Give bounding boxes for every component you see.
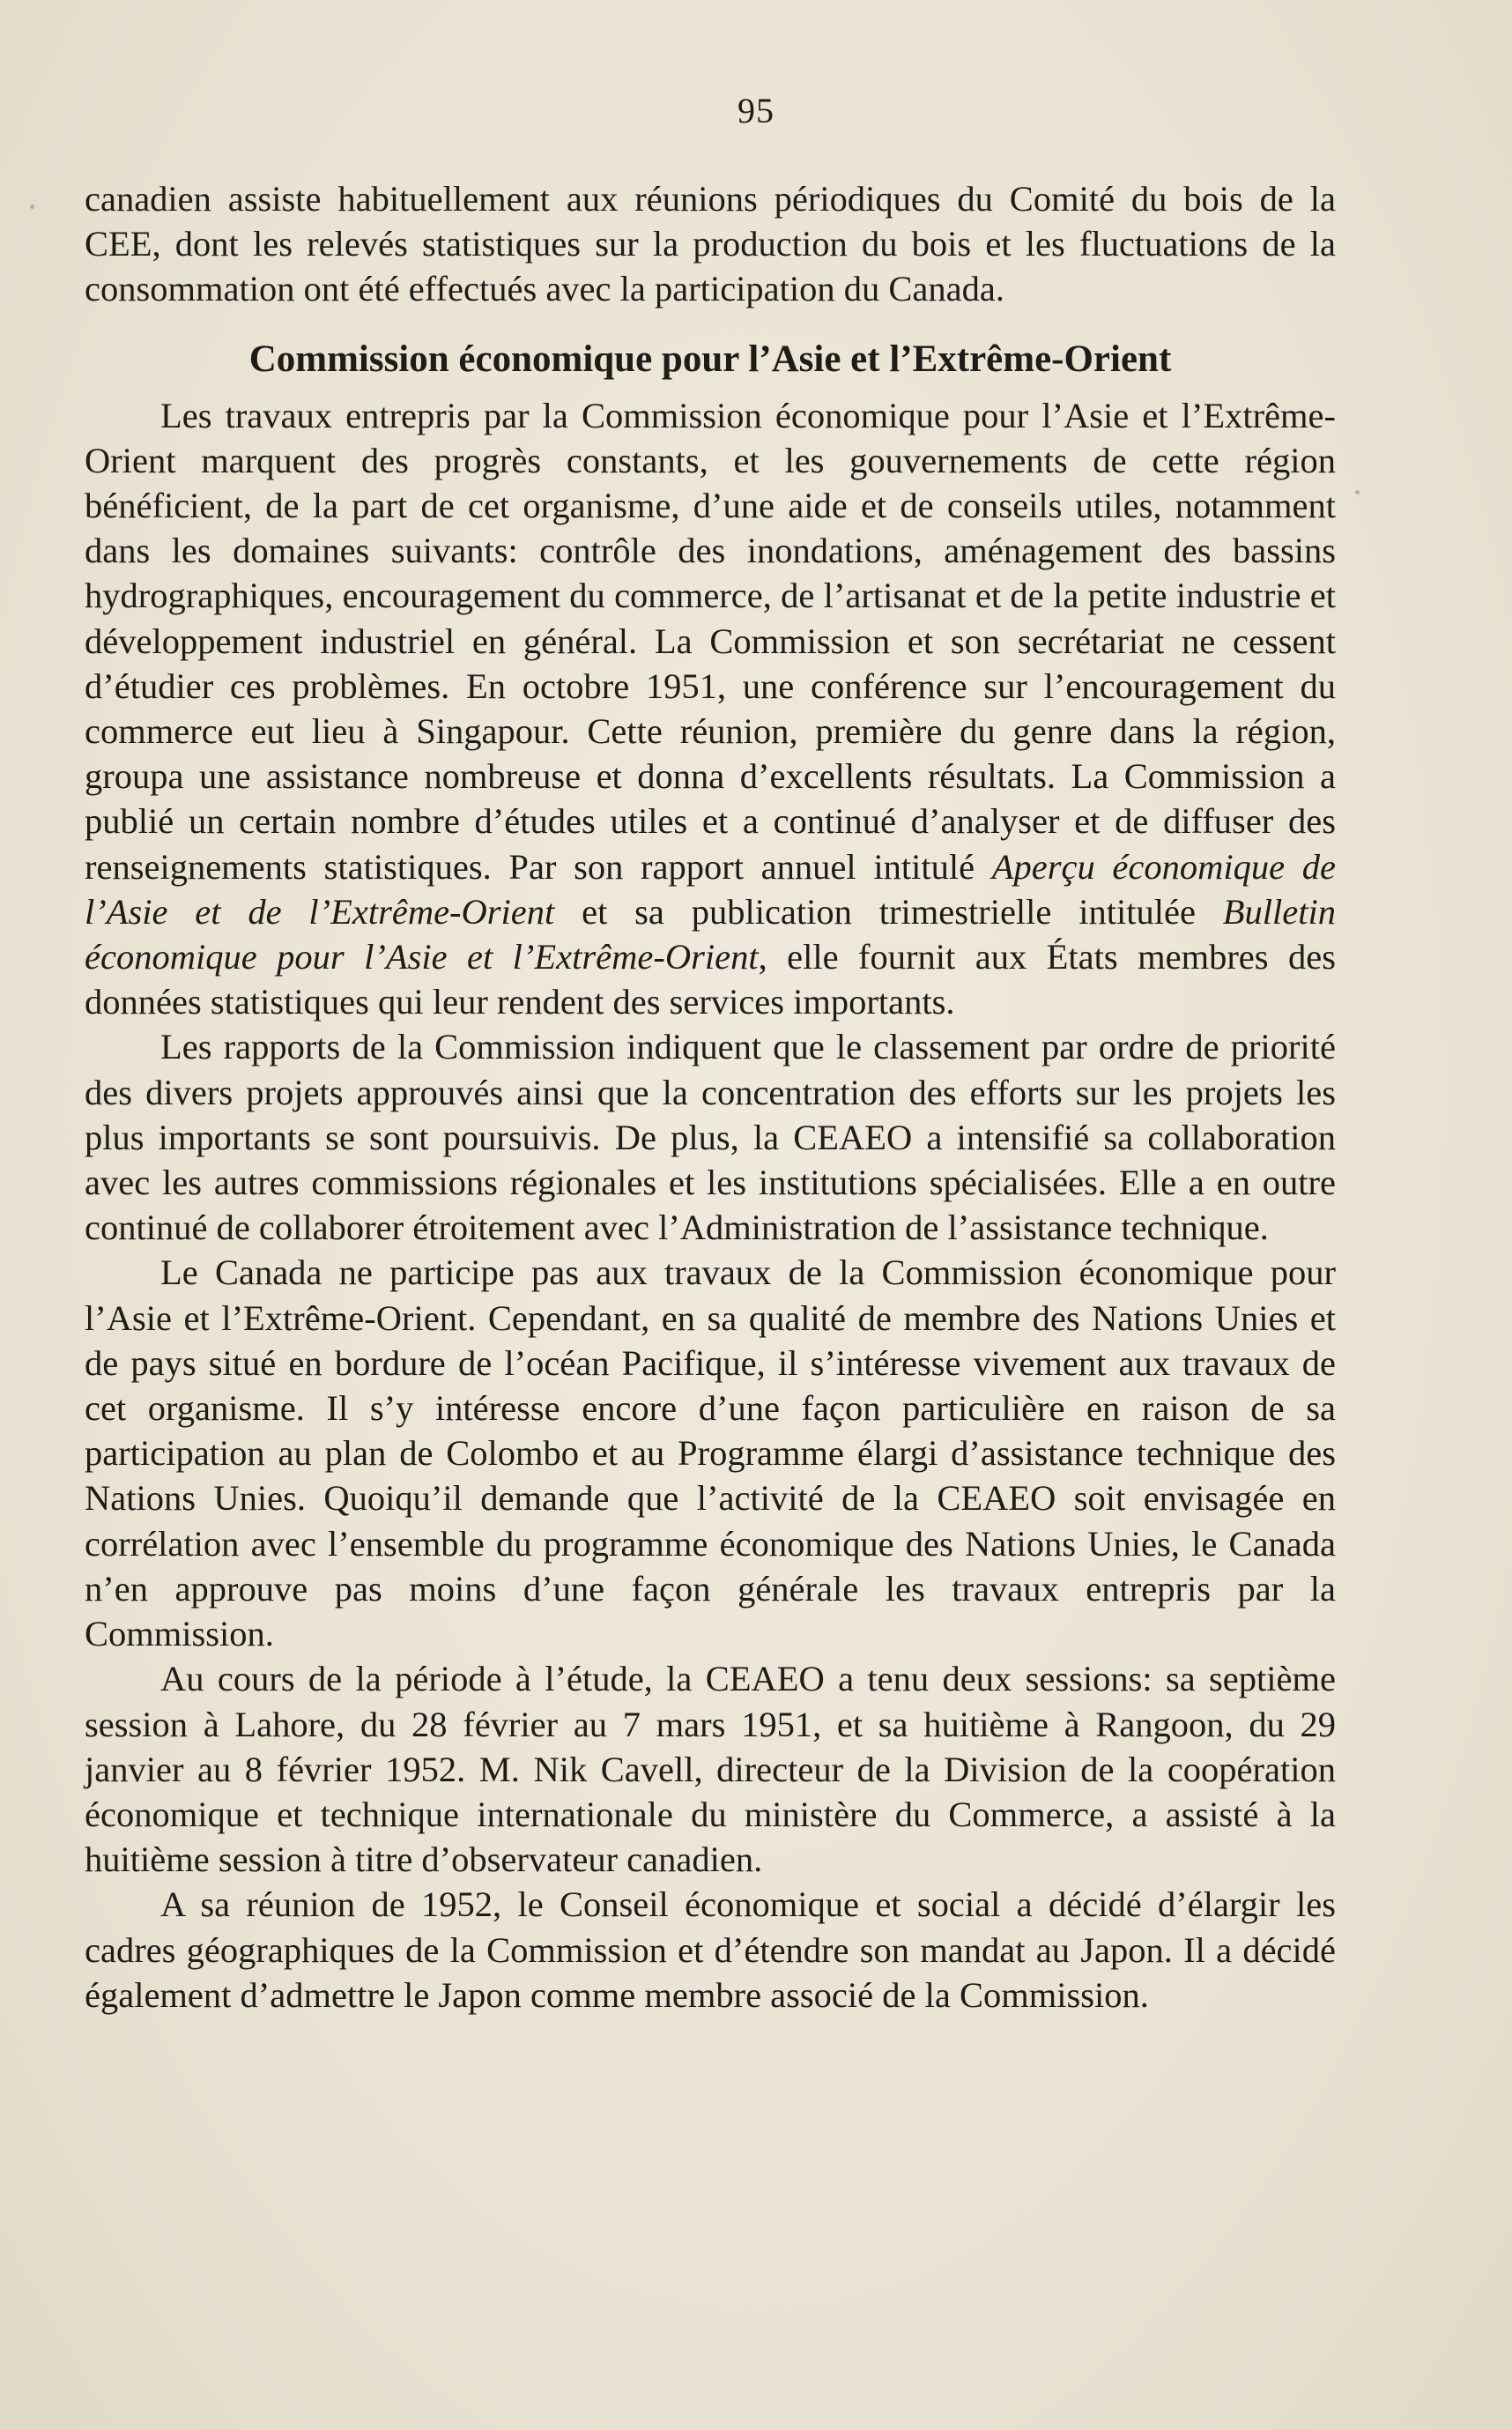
paragraph-text: , elle fournit aux États membres des données statistiques qui leur rendent des services importants. <box>85 937 1336 1022</box>
paper-speck <box>30 204 34 209</box>
paragraph-commission-work <box>85 393 1336 1025</box>
page-body <box>85 176 1336 2018</box>
paragraph-sessions: Au cours de la période à l’étude, la CEAEO a tenu deux sessions: sa septième session à Lahore, du 28 février au 7 mars 1951, et sa huitième à Rangoon, du 29 janvier au 8 février 1952. M. Nik Cavell, directeur de la Division de la coopération économique et technique internationale du ministère du Commerce, a assisté à la huitième session à titre d’observateur canadien. <box>85 1659 1336 1880</box>
paragraph-canada-participation: Le Canada ne participe pas aux travaux de la Commission économique pour l’Asie et l’Extrême-Orient. Cependant, en sa qualité de membre des Nations Unies et de pays situé en bordure de l’océan Pacifique, il s’intéresse vivement aux travaux de cet organisme. Il s’y intéresse encore d’une façon particulière en raison de sa participation au plan de Colombo et au Programme élargi d’assistance technique des Nations Unies. Quoiqu’il demande que l’activité de la CEAEO soit envisagée en corrélation avec l’ensemble du programme économique des Nations Unies, le Canada n’en approuve pas moins d’une façon générale les travaux entrepris par la Commission. <box>85 1252 1336 1654</box>
paragraph-text: et sa publication trimestrielle intitulée <box>554 891 1223 932</box>
publication-title: Bulletin économique pour l’Asie et l’Extrême-Orient <box>85 891 1336 977</box>
paragraph-reports: Les rapports de la Commission indiquent que le classement par ordre de priorité des divers projets approuvés ainsi que la concentration des efforts sur les projets les plus importants se sont poursuivis. De plus, la CEAEO a intensifié sa collaboration avec les autres commissions régionales et les institutions spécialisées. Elle a en outre continué de collaborer étroitement avec l’Administration de l’assistance technique. <box>85 1027 1336 1248</box>
section-heading: Commission économique pour l’Asie et l’Extrême-Orient <box>248 338 1172 380</box>
intro-paragraph: canadien assiste habituellement aux réunions périodiques du Comité du bois de la CEE, dont les relevés statistiques sur la production du bois et les fluctuations de la consommation ont été effectués avec la participation du Canada. <box>85 179 1336 309</box>
page-number: 95 <box>737 91 775 130</box>
publication-title: Aperçu économique de l’Asie et de l’Extrême-Orient <box>85 846 1336 932</box>
paragraph-1952-meeting: A sa réunion de 1952, le Conseil économique et social a décidé d’élargir les cadres géographiques de la Commission et d’étendre son mandat au Japon. Il a décidé également d’admettre le Japon comme membre associé de la Commission. <box>85 1884 1336 2015</box>
paragraph-text: Les travaux entrepris par la Commission économique pour l’Asie et l’Extrême-Orient marquent des progrès constants, et les gouvernements de cette région bénéficient, de la part de cet organisme, d’une aide et de conseils utiles, notamment dans les domaines suivants: contrôle des inondations, aménagement des bassins hydrographiques, encouragement du commerce, de l’artisanat et de la petite industrie et développement industriel en général. La Commission et son secrétariat ne cessent d’étudier ces problèmes. En octobre 1951, une conférence sur l’encouragement du commerce eut lieu à Singapour. Cette réunion, première du genre dans la région, groupa une assistance nombreuse et donna d’excellents résultats. La Commission a publié un certain nombre d’études utiles et a continué d’analyser et de diffuser des renseignements statistiques. Par son rapport annuel intitulé <box>85 395 1336 887</box>
paper-speck <box>1355 490 1360 494</box>
